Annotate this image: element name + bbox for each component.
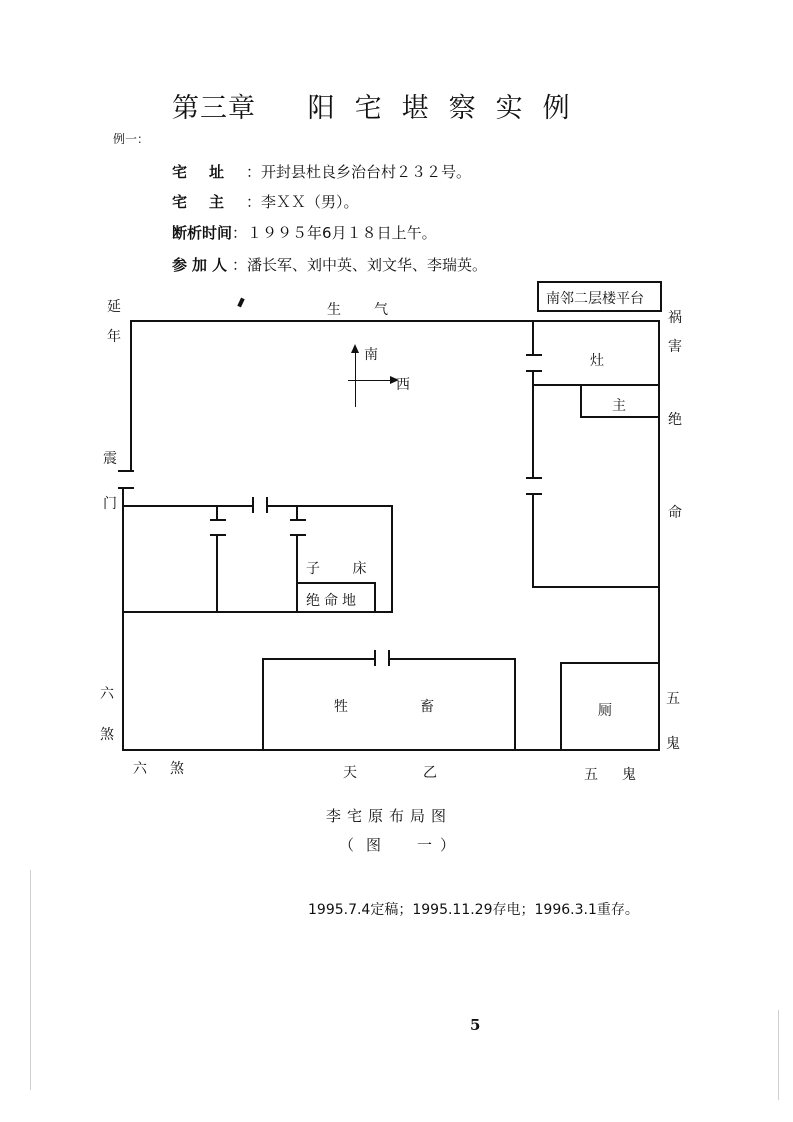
toilet-label: 厕 [598,703,612,719]
info-owner: 宅主：李ＸＸ（男）。 [172,193,359,211]
compass-west: 西 [396,377,410,393]
compass-south: 南 [364,347,378,363]
dir-jueming-1: 绝 [668,412,682,428]
wall [514,658,516,750]
son-bed-label: 子 床 [306,561,381,577]
wall [532,370,534,384]
door-jamb [290,519,306,521]
stove-label: 灶 [590,353,604,369]
wall [216,534,218,612]
door-jamb [374,650,376,666]
dir-wugui-right-1: 五 [666,691,680,707]
info-label: 宅主 [172,193,247,211]
figure-paren-close: ） [440,836,456,854]
ink-mark [237,298,244,308]
info-time: 断析时间：１９９５年6月１８日上午。 [172,224,437,242]
chapter-number: 第三章 [172,93,256,124]
dir-wugui-right-2: 鬼 [666,736,680,752]
dir-door: 门 [103,496,117,512]
dir-liusha-bottom-2: 煞 [170,761,184,777]
figure-paren-open: （ [339,836,355,854]
master-label: 主 [612,398,626,414]
info-participants: 参加人：潘长军、刘中英、刘文华、李瑞英。 [172,256,488,274]
dir-shengqi-2: 气 [374,302,388,318]
door-jamb [210,534,226,536]
wall [532,384,534,478]
door-jamb [210,519,226,521]
wall [296,505,298,520]
example-label: 例一： [113,132,150,146]
info-value: 潘长军、刘中英、刘文华、李瑞英。 [247,256,488,274]
info-address: 宅址：开封县杜良乡治台村２３２号。 [172,163,472,181]
scan-edge-line [778,1010,779,1100]
door-jamb [290,534,306,536]
info-value: 李ＸＸ（男）。 [261,193,359,211]
chapter-title [172,86,590,125]
dir-liusha-left-1: 六 [100,686,114,702]
wall [266,505,393,507]
info-label: 宅址 [172,163,247,181]
info-value: 开封县杜良乡治台村２３２号。 [261,163,472,181]
dir-tianyi-2: 乙 [423,765,437,781]
juemingdi-label: 绝命地 [306,593,360,609]
dir-wugui-bottom-2: 鬼 [622,767,636,783]
door-jamb [252,497,254,513]
door-jamb [526,477,542,479]
door-jamb [526,493,542,495]
neighbor-label: 南邻二层楼平台 [546,291,644,307]
dir-liusha-bottom-1: 六 [133,761,147,777]
dir-yannian-1: 延 [107,299,121,315]
dir-zhen: 震 [103,451,117,467]
wall [122,505,252,507]
wall [388,658,516,660]
dir-liusha-left-2: 煞 [100,727,114,743]
livestock-label-2: 畜 [420,699,434,715]
dir-yannian-2: 年 [107,329,121,345]
door-jamb [526,354,542,356]
wall [216,505,218,520]
wall [532,586,660,588]
figure-word: 图 [366,836,382,854]
wall-west-lower [122,487,124,750]
figure-caption: 李宅原布局图 [326,807,453,825]
info-value: １９９５年6月１８日上午。 [247,224,437,242]
dir-jueming-2: 命 [668,505,682,521]
wall [532,320,534,355]
info-label: 参加人 [172,256,233,274]
door-jamb [526,370,542,372]
revision-note: 1995.7.4定稿；1995.11.29存电；1996.3.1重存。 [308,902,639,918]
livestock-label-1: 牲 [334,699,348,715]
page-number: 5 [470,1016,481,1034]
figure-index: 一 [417,836,433,854]
dir-huohai-2: 害 [668,339,682,355]
figure-number [339,834,455,855]
dir-wugui-bottom-1: 五 [584,767,598,783]
dir-tianyi-1: 天 [343,765,357,781]
compass-line [348,380,393,381]
wall [532,493,534,587]
dir-huohai-1: 祸 [668,310,682,326]
wall [391,505,393,613]
info-label: 断析时间 [172,224,233,242]
wall-north [130,320,660,322]
door-jamb [118,487,134,489]
wall [262,658,374,660]
arrow-up-icon [351,344,359,353]
door-jamb [118,470,134,472]
chapter-heading: 阳宅堪察实例 [307,93,590,124]
wall-west-upper [130,320,132,470]
dir-shengqi-1: 生 [327,302,341,318]
wall [262,658,264,750]
scan-edge-line [30,870,31,1090]
